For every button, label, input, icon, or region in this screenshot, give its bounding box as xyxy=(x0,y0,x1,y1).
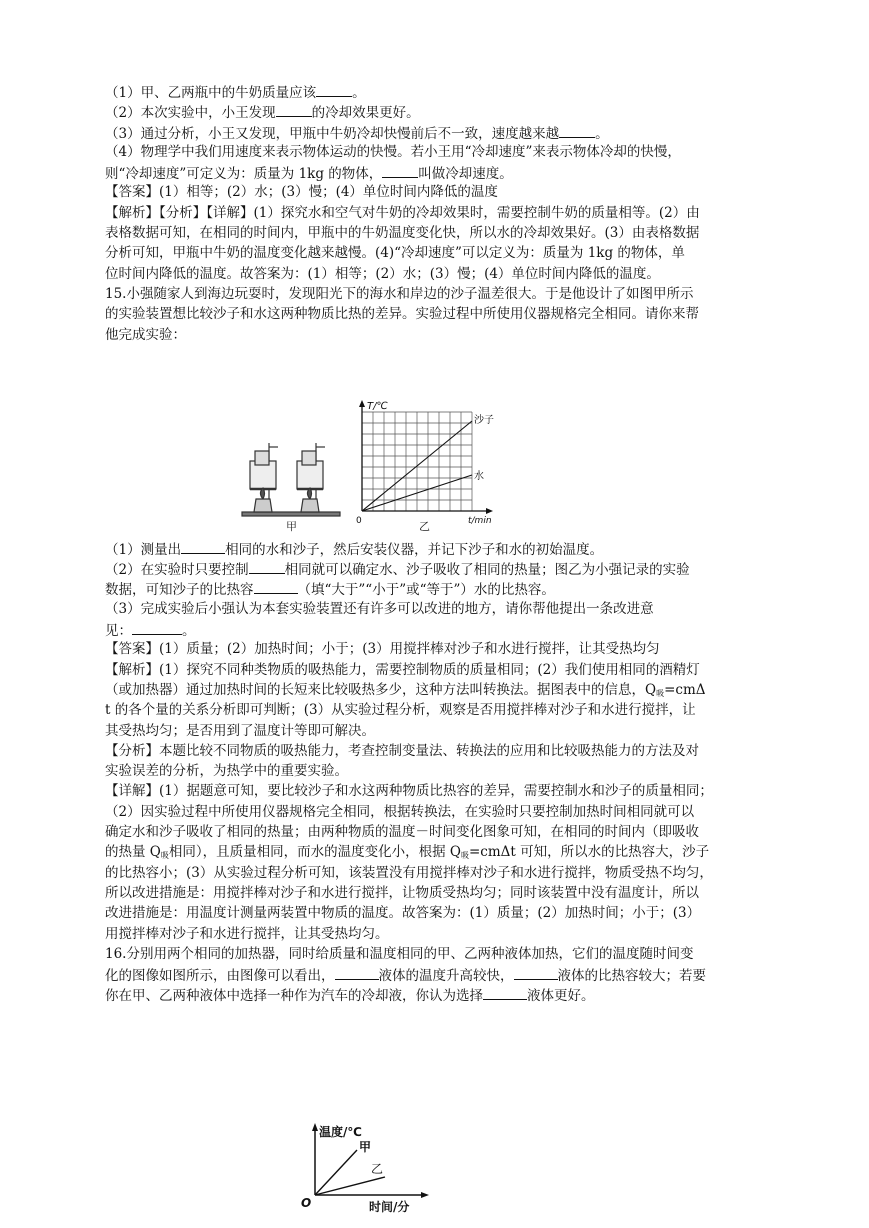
q15-stem-line: 15.小强随家人到海边玩耍时，发现阳光下的海水和岸边的沙子温差很大。于是他设计了如图甲所示 xyxy=(105,285,694,302)
y-axis-label: 温度/℃ xyxy=(319,1125,362,1139)
q15-detail-line: 用搅拌棒对沙子和水进行搅拌，让其受热均匀。 xyxy=(105,925,389,942)
answer-blank[interactable] xyxy=(514,965,558,980)
q15-detail-line: （2）因实验过程中所使用仪器规格完全相同，根据转换法，在实验时只要控制加热时间相同就可以 xyxy=(105,803,695,820)
q15-answer: 【答案】(1）质量；(2）加热时间；小于；(3）用搅拌棒对沙子和水进行搅拌，让其受热均匀 xyxy=(105,641,660,658)
y-axis-label: T/℃ xyxy=(367,401,388,412)
q14-answer: 【答案】(1）相等；(2）水；(3）慢；(4）单位时间内降低的温度 xyxy=(105,184,498,201)
q14-item-1: （1）甲、乙两瓶中的牛奶质量应该 。 xyxy=(105,82,777,102)
q15-detail-line: 所以改进措施是：用搅拌棒对沙子和水进行搅拌，让物质受热均匀；同时该装置中没有温度计，所以 xyxy=(105,884,699,901)
figure-label-jia: 甲 xyxy=(286,520,297,533)
q16-stem-line: 16.分别用两个相同的加热器，同时给质量和温度相同的甲、乙两种液体加热，它们的温度随时间变 xyxy=(105,945,694,962)
q15-explanation-line: （或加热器）通过加热时间的长短来比较吸热多少，这种方法叫转换法。据图表中的信息，$Q_吸=cm\Delta$ xyxy=(105,681,706,698)
q15-analysis-line: 【分析】本题比较不同物质的吸热能力，考查控制变量法、转换法的应用和比较吸热能力的方法及对 xyxy=(105,742,699,759)
x-axis-label: t/min xyxy=(468,516,492,526)
answer-blank[interactable] xyxy=(249,559,285,574)
q16-stem-line: 你在甲、乙两种液体中选择一种作为汽车的冷却液，你认为选择 液体更好。 xyxy=(105,985,777,1005)
q15-analysis-line: 实验误差的分析，为热学中的重要实验。 xyxy=(105,763,348,780)
q15-item-1: （1）测量出 相同的水和沙子，然后安装仪器，并记下沙子和水的初始温度。 xyxy=(105,539,777,559)
q15-item-2-cont: 数据，可知沙子的比热容 （填“大于”“小于”或“等于”）水的比热容。 xyxy=(105,579,777,599)
q14-item-3: （3）通过分析，小王又发现，甲瓶中牛奶冷却快慢前后不一致，速度越来越 。 xyxy=(105,123,777,143)
q15-detail-line: 的比热容小；(3）从实验过程分析可知，该装置没有用搅拌棒对沙子和水进行搅拌，物质受热不均匀， xyxy=(105,864,713,881)
temperature-time-graph xyxy=(356,400,494,533)
series-label-yi: 乙 xyxy=(371,1162,384,1176)
q15-detail-line: 确定水和沙子吸收了相同的热量；由两种物质的温度－时间变化图象可知，在相同的时间内（即吸收 xyxy=(105,824,699,841)
origin-label: 0 xyxy=(356,516,362,526)
q15-detail-line: 的热量 $Q_吸$相同），且质量相同，而水的温度变化小，根据 $Q_吸=cm\Delta t$ 可知，所以水的比热容大，沙子 xyxy=(105,844,710,861)
answer-blank[interactable] xyxy=(483,985,527,1000)
q16-stem-line: 化的图像如图所示，由图像可以看出， 液体的温度升高较快， 液体的比热容较大；若要 xyxy=(105,965,777,985)
q15-explanation-line: 其受热均匀；是否用到了温度计等即可解决。 xyxy=(105,722,375,739)
q15-explanation-line: 【解析】(1）探究不同种类物质的吸热能力，需要控制物质的质量相同；(2）我们使用相同的酒精灯 xyxy=(105,661,700,678)
q14-explanation-line: 分析可知，甲瓶中牛奶的温度变化越来越慢。(4)“冷却速度”可以定义为：质量为 1kg 的物体，单 xyxy=(105,245,685,262)
answer-blank[interactable] xyxy=(335,965,379,980)
liquid-yi-line xyxy=(315,1177,385,1195)
q15-explanation-line: t 的各个量的关系分析即可判断；(3）从实验过程分析，观察是否用搅拌棒对沙子和水进行搅拌，让 xyxy=(105,702,696,719)
q14-item-2: （2）本次实验中，小王发现 的冷却效果更好。 xyxy=(105,102,777,122)
q15-figure xyxy=(236,395,506,535)
x-axis-label: 时间/分 xyxy=(369,1200,410,1214)
q14-item-4-cont: 则“冷却速度”可定义为：质量为 1kg 的物体， 叫做冷却速度。 xyxy=(105,163,777,183)
q15-detail-line: 【详解】(1）据题意可知，要比较沙子和水这两种物质比热容的差异，需要控制水和沙子的质量相同； xyxy=(105,783,713,800)
q15-stem-line: 的实验装置想比较沙子和水这两种物质比热的差异。实验过程中所使用仪器规格完全相同。请你来帮 xyxy=(105,306,699,323)
answer-blank[interactable] xyxy=(276,102,312,117)
series-label-jia: 甲 xyxy=(359,1140,372,1154)
answer-blank[interactable] xyxy=(559,123,595,138)
q14-explanation-line: 【解析】【分析】【详解】(1）探究水和空气对牛奶的冷却效果时，需要控制牛奶的质量相等。(2）由 xyxy=(105,204,700,221)
q14-explanation-line: 表格数据可知，在相同的时间内，甲瓶中的牛奶温度变化快，所以水的冷却效果好。(3）由表格数据 xyxy=(105,225,700,242)
q16-figure xyxy=(297,1115,447,1215)
water-series-label: 水 xyxy=(474,471,484,482)
sand-series-label: 沙子 xyxy=(474,415,494,426)
q15-item-3-cont: 见： 。 xyxy=(105,620,777,640)
q14-explanation-line: 位时间内降低的温度。故答案为：(1）相等；(2）水；(3）慢；(4）单位时间内降低的温度。 xyxy=(105,265,660,282)
answer-blank[interactable] xyxy=(254,579,298,594)
answer-blank[interactable] xyxy=(382,163,418,178)
q15-item-2: （2）在实验时只要控制 相同就可以确定水、沙子吸收了相同的热量；图乙为小强记录的实验 xyxy=(105,559,777,579)
heating-apparatus-figure xyxy=(242,443,340,516)
q15-detail-line: 改进措施是：用温度计测量两装置中物质的温度。故答案为：(1）质量；(2）加热时间；小于；(3） xyxy=(105,905,701,922)
answer-blank[interactable] xyxy=(181,539,225,554)
origin-label: O xyxy=(301,1196,312,1210)
q15-item-3: （3）完成实验后小强认为本套实验装置还有许多可以改进的地方，请你帮他提出一条改进意 xyxy=(105,600,654,617)
answer-blank[interactable] xyxy=(316,82,352,97)
answer-blank[interactable] xyxy=(132,620,182,635)
document-page xyxy=(105,82,777,1006)
q14-item-4: （4）物理学中我们用速度来表示物体运动的快慢。若小王用“冷却速度”来表示物体冷却的快慢， xyxy=(105,143,681,160)
q15-stem-line: 他完成实验： xyxy=(105,326,186,343)
figure-label-yi: 乙 xyxy=(419,520,430,533)
liquid-jia-line xyxy=(315,1150,357,1195)
